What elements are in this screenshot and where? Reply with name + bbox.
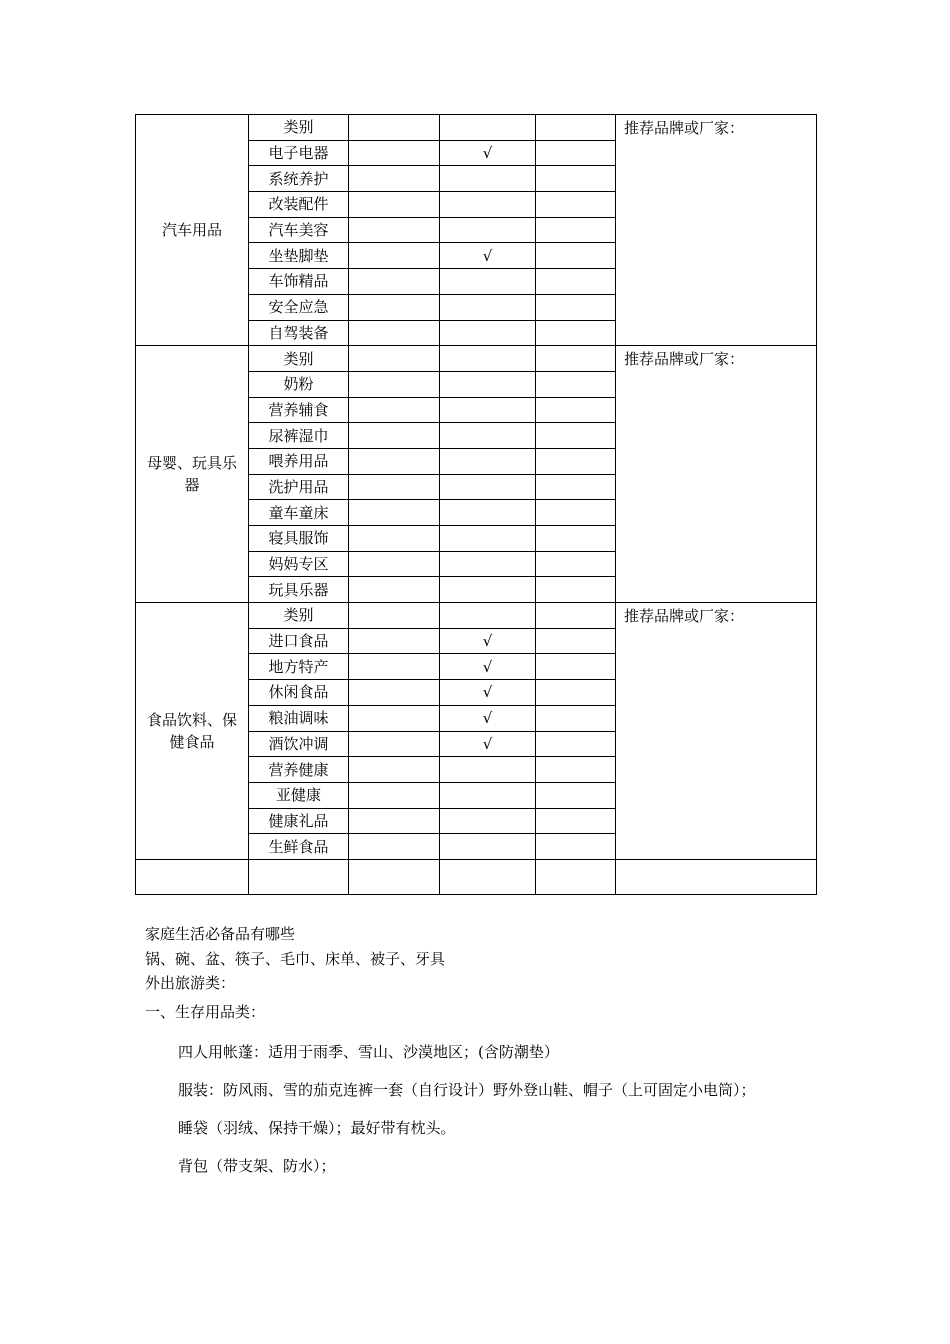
empty-cell	[349, 217, 440, 243]
category-item: 系统养护	[249, 166, 349, 192]
empty-cell	[536, 834, 616, 860]
category-item: 生鲜食品	[249, 834, 349, 860]
empty-cell	[536, 166, 616, 192]
category-item: 洗护用品	[249, 474, 349, 500]
empty-cell	[536, 577, 616, 603]
category-header: 类别	[249, 603, 349, 629]
empty-cell	[349, 423, 440, 449]
empty-cell	[349, 526, 440, 552]
check-mark: √	[440, 680, 536, 706]
empty-cell	[349, 577, 440, 603]
check-mark	[440, 757, 536, 783]
empty-cell	[536, 448, 616, 474]
check-mark: √	[440, 140, 536, 166]
empty-cell	[536, 603, 616, 629]
empty-cell	[536, 628, 616, 654]
empty-cell	[536, 757, 616, 783]
group-label: 汽车用品	[136, 115, 249, 346]
category-item: 寝具服饰	[249, 526, 349, 552]
empty-cell	[136, 859, 249, 894]
check-mark: √	[440, 628, 536, 654]
empty-cell	[349, 474, 440, 500]
category-item: 粮油调味	[249, 705, 349, 731]
category-item: 妈妈专区	[249, 551, 349, 577]
category-item: 喂养用品	[249, 448, 349, 474]
empty-cell	[536, 269, 616, 295]
empty-cell	[536, 526, 616, 552]
empty-cell	[349, 654, 440, 680]
group-label: 食品饮料、保健食品	[136, 603, 249, 860]
paragraph-tent: 四人用帐蓬：适用于雨季、雪山、沙漠地区；(含防潮垫）	[178, 1043, 559, 1061]
check-mark	[440, 269, 536, 295]
empty-cell	[536, 474, 616, 500]
empty-cell	[349, 448, 440, 474]
check-mark	[440, 808, 536, 834]
check-mark	[440, 551, 536, 577]
empty-cell	[536, 654, 616, 680]
empty-cell	[249, 859, 349, 894]
category-item: 尿裤湿巾	[249, 423, 349, 449]
category-item: 改装配件	[249, 192, 349, 218]
blank-row	[136, 859, 817, 894]
empty-cell	[349, 243, 440, 269]
check-mark	[440, 500, 536, 526]
category-item: 奶粉	[249, 371, 349, 397]
travel-heading: 外出旅游类：	[145, 974, 236, 992]
empty-cell	[349, 192, 440, 218]
category-item: 营养辅食	[249, 397, 349, 423]
check-mark	[440, 448, 536, 474]
empty-cell	[536, 859, 616, 894]
check-mark	[440, 526, 536, 552]
check-mark: √	[440, 731, 536, 757]
empty-cell	[349, 603, 440, 629]
paragraph-clothing: 服装：防风雨、雪的茄克连裤一套（自行设计）野外登山鞋、帽子（上可固定小电筒）；	[178, 1081, 756, 1099]
empty-cell	[536, 346, 616, 372]
empty-cell	[536, 397, 616, 423]
check-mark	[440, 192, 536, 218]
category-item: 玩具乐器	[249, 577, 349, 603]
empty-cell	[440, 859, 536, 894]
empty-cell	[536, 115, 616, 141]
empty-cell	[349, 834, 440, 860]
category-item: 健康礼品	[249, 808, 349, 834]
category-table	[135, 114, 817, 895]
check-mark	[440, 294, 536, 320]
empty-cell	[349, 551, 440, 577]
check-mark	[440, 397, 536, 423]
check-mark	[440, 371, 536, 397]
empty-cell	[536, 808, 616, 834]
empty-cell	[349, 808, 440, 834]
category-item: 地方特产	[249, 654, 349, 680]
check-mark	[440, 474, 536, 500]
check-mark: √	[440, 243, 536, 269]
empty-cell	[349, 371, 440, 397]
category-item: 电子电器	[249, 140, 349, 166]
empty-cell	[349, 859, 440, 894]
category-item: 自驾装备	[249, 320, 349, 346]
category-header: 类别	[249, 346, 349, 372]
empty-cell	[536, 705, 616, 731]
table-row	[136, 346, 817, 372]
check-mark	[440, 217, 536, 243]
empty-cell	[349, 115, 440, 141]
empty-cell	[440, 115, 536, 141]
recommend-brand-cell: 推荐品牌或厂家：	[616, 603, 817, 860]
category-item: 休闲食品	[249, 680, 349, 706]
category-item: 汽车美容	[249, 217, 349, 243]
empty-cell	[349, 500, 440, 526]
group-label: 母婴、玩具乐器	[136, 346, 249, 603]
empty-cell	[536, 140, 616, 166]
check-mark	[440, 320, 536, 346]
paragraph-backpack: 背包（带支架、防水）；	[178, 1157, 336, 1175]
check-mark: √	[440, 705, 536, 731]
empty-cell	[349, 705, 440, 731]
empty-cell	[349, 166, 440, 192]
category-item: 坐垫脚垫	[249, 243, 349, 269]
empty-cell	[536, 217, 616, 243]
check-mark	[440, 166, 536, 192]
empty-cell	[349, 731, 440, 757]
category-item: 酒饮冲调	[249, 731, 349, 757]
empty-cell	[536, 371, 616, 397]
table-row	[136, 603, 817, 629]
check-mark	[440, 834, 536, 860]
category-item: 亚健康	[249, 782, 349, 808]
empty-cell	[349, 782, 440, 808]
document-body	[145, 922, 825, 1185]
table-row	[136, 115, 817, 141]
empty-cell	[536, 551, 616, 577]
heading-household-essentials: 家庭生活必备品有哪些	[145, 925, 296, 943]
empty-cell	[536, 294, 616, 320]
section-survival-items: 一、生存用品类：	[145, 1002, 266, 1021]
empty-cell	[536, 731, 616, 757]
category-header: 类别	[249, 115, 349, 141]
check-mark: √	[440, 654, 536, 680]
empty-cell	[616, 859, 817, 894]
empty-cell	[440, 603, 536, 629]
empty-cell	[349, 757, 440, 783]
empty-cell	[349, 294, 440, 320]
table-body	[136, 115, 817, 895]
empty-cell	[349, 269, 440, 295]
category-item: 车饰精品	[249, 269, 349, 295]
check-mark	[440, 782, 536, 808]
category-item: 营养健康	[249, 757, 349, 783]
category-item: 安全应急	[249, 294, 349, 320]
check-mark	[440, 423, 536, 449]
empty-cell	[349, 397, 440, 423]
check-mark	[440, 577, 536, 603]
empty-cell	[536, 500, 616, 526]
empty-cell	[536, 782, 616, 808]
empty-cell	[440, 346, 536, 372]
empty-cell	[349, 680, 440, 706]
category-item: 进口食品	[249, 628, 349, 654]
empty-cell	[349, 628, 440, 654]
empty-cell	[349, 320, 440, 346]
recommend-brand-cell: 推荐品牌或厂家：	[616, 115, 817, 346]
paragraph-sleeping-bag: 睡袋（羽绒、保持干燥）；最好带有枕头。	[178, 1119, 456, 1137]
empty-cell	[536, 423, 616, 449]
empty-cell	[536, 192, 616, 218]
empty-cell	[349, 346, 440, 372]
category-item: 童车童床	[249, 500, 349, 526]
empty-cell	[536, 243, 616, 269]
empty-cell	[349, 140, 440, 166]
empty-cell	[536, 320, 616, 346]
household-items-line: 锅、碗、盆、筷子、毛巾、床单、被子、牙具	[145, 949, 446, 968]
empty-cell	[536, 680, 616, 706]
recommend-brand-cell: 推荐品牌或厂家：	[616, 346, 817, 603]
